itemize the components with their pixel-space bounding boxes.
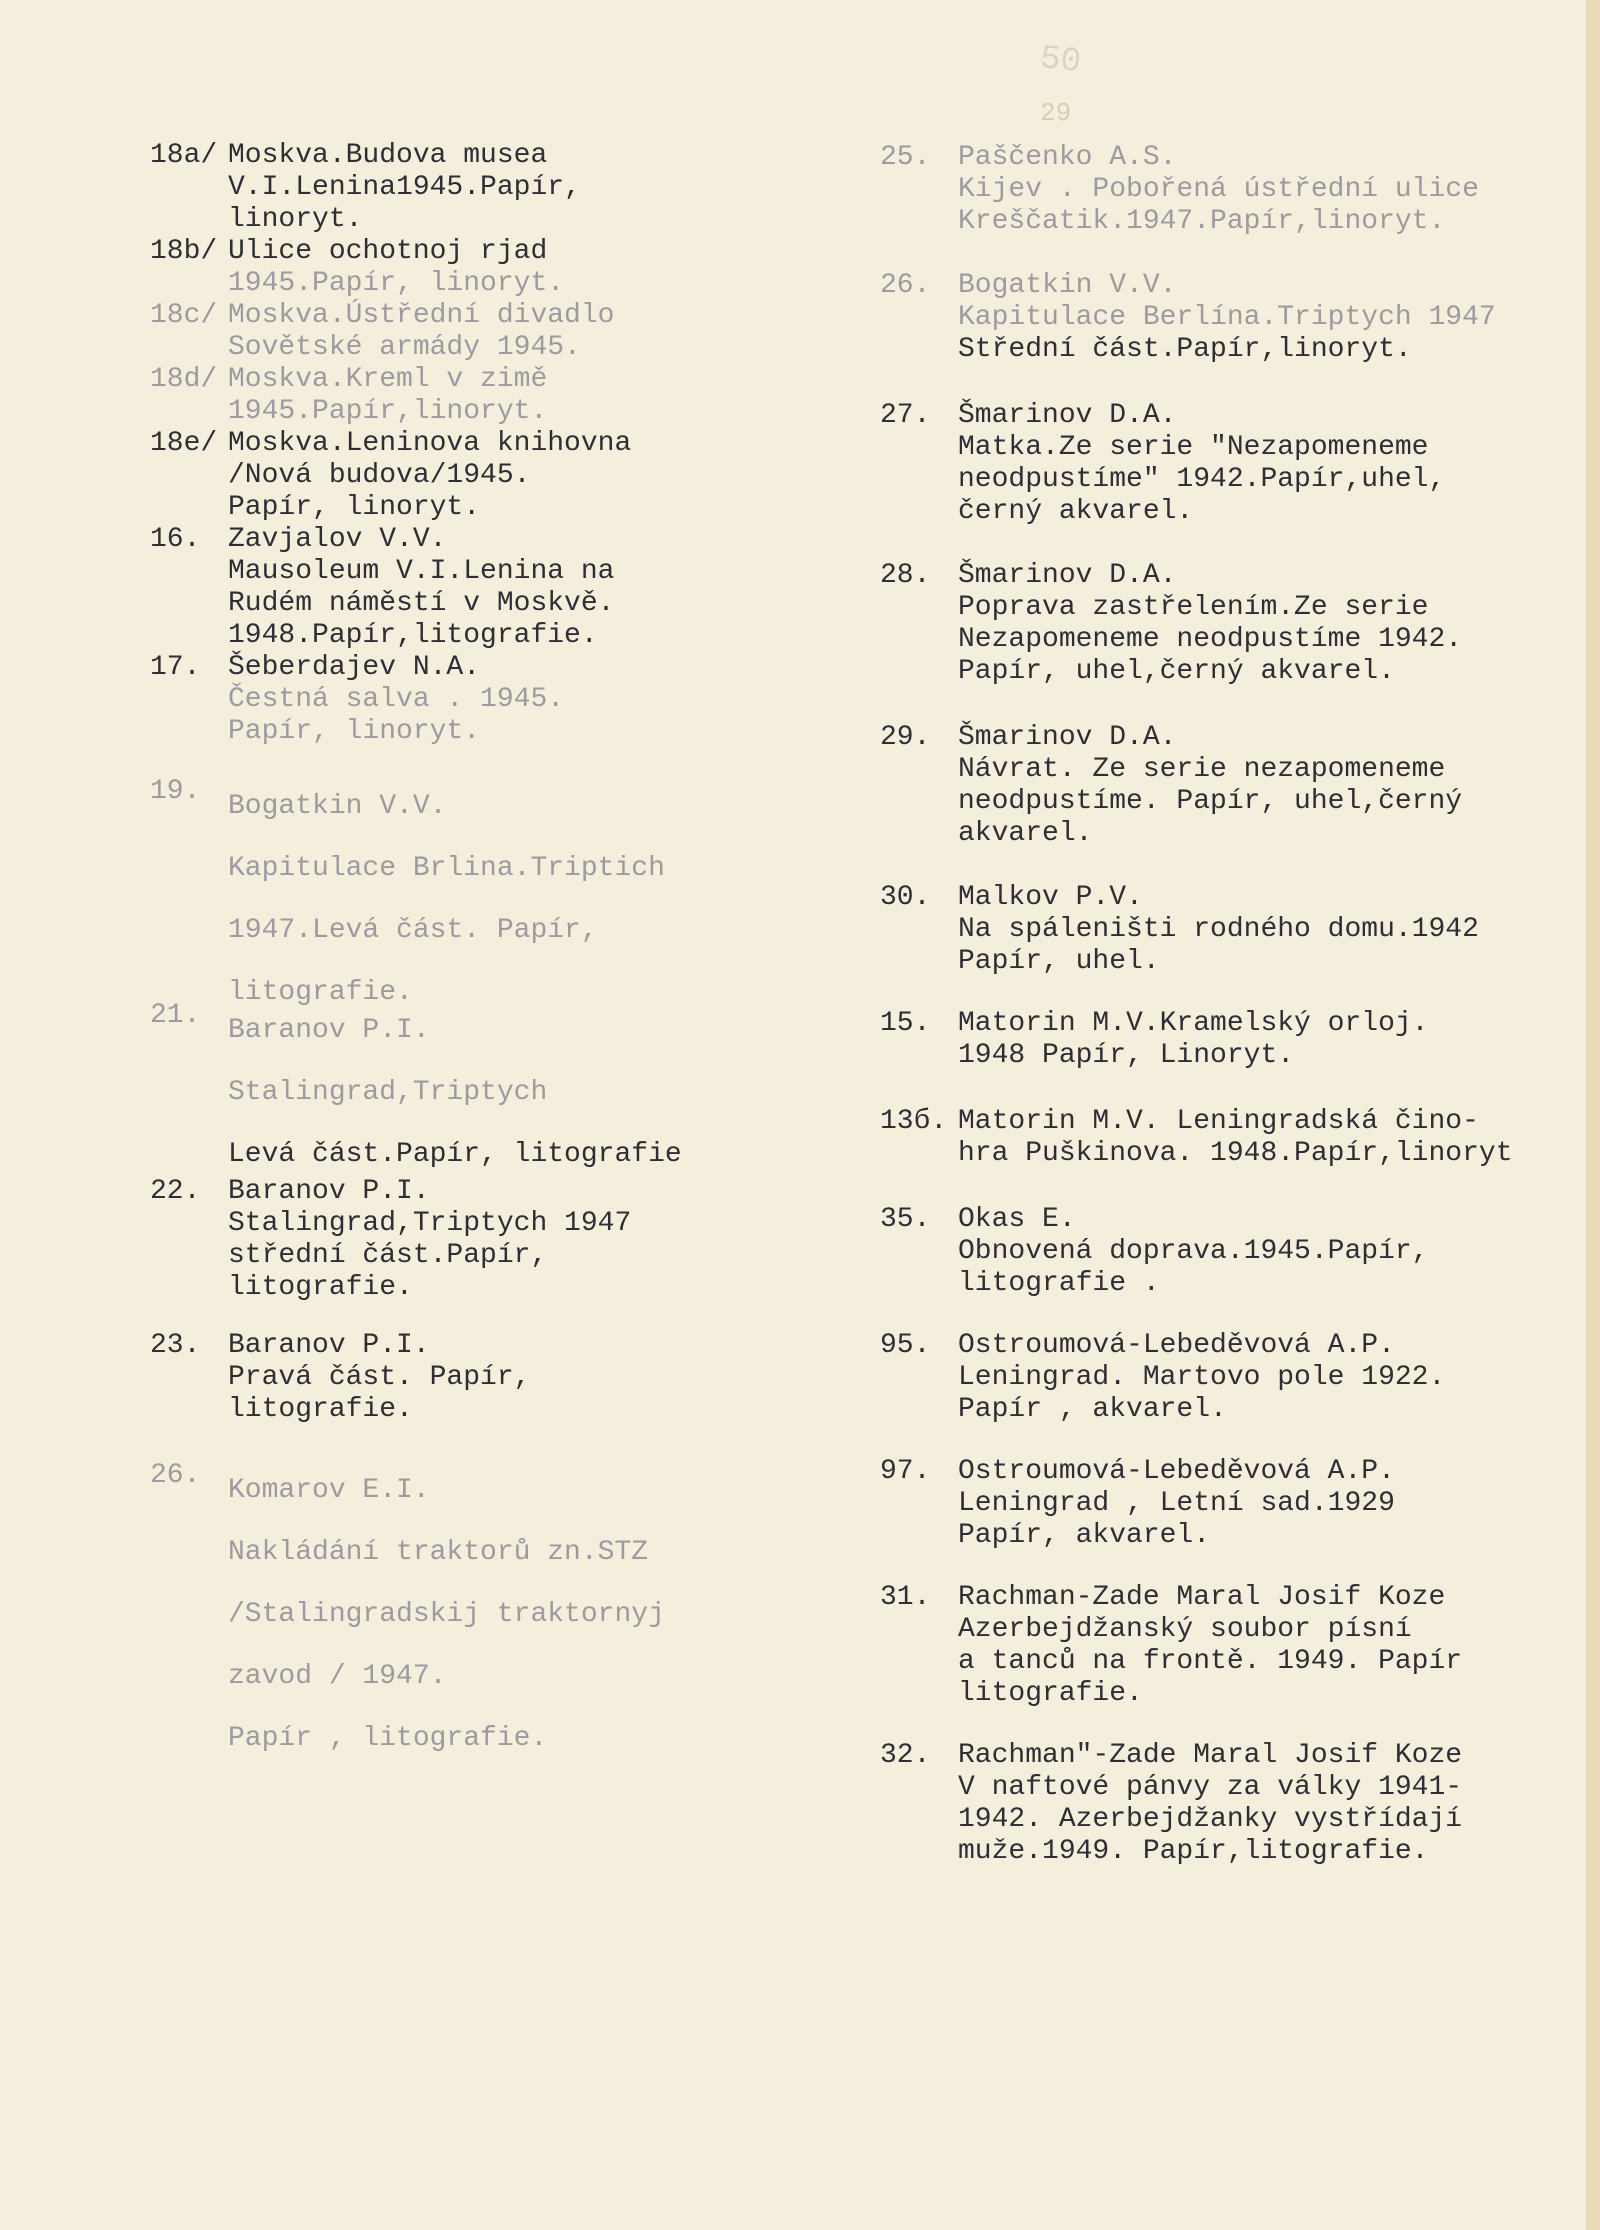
entry-line: Nezapomeneme neodpustíme 1942. bbox=[958, 624, 1463, 655]
entry-line: litografie. bbox=[228, 977, 413, 1008]
entry-line: černý akvarel. bbox=[958, 496, 1194, 527]
entry-text bbox=[228, 300, 614, 364]
entry-line: akvarel. bbox=[958, 818, 1093, 849]
entry-number: 26. bbox=[880, 270, 931, 301]
entry-line: Papír, linoryt. bbox=[228, 492, 481, 523]
entry-line: 1942. Azerbejdžanky vystřídají bbox=[958, 1804, 1463, 1835]
entry-line: Leningrad , Letní sad.1929 bbox=[958, 1488, 1395, 1519]
entry-line: V naftové pánvy za války 1941- bbox=[958, 1772, 1463, 1803]
entry-line: Kapitulace Berlína.Triptych 1947 bbox=[958, 302, 1496, 333]
entry-line: a tanců na frontě. 1949. Papír bbox=[958, 1646, 1463, 1677]
entry-text bbox=[958, 400, 1445, 528]
entry-text bbox=[228, 236, 564, 300]
entry-line: Sovětské armády 1945. bbox=[228, 332, 581, 363]
entry-text bbox=[228, 1460, 665, 1770]
entry-line: Stalingrad,Triptych bbox=[228, 1077, 548, 1108]
entry-line: Baranov P.I. bbox=[228, 1015, 430, 1046]
entry-text bbox=[958, 722, 1462, 850]
entry-line: Rachman-Zade Maral Josif Koze bbox=[958, 1582, 1446, 1613]
entry-line: muže.1949. Papír,litografie. bbox=[958, 1836, 1429, 1867]
entry-number: 19. bbox=[150, 776, 201, 807]
entry-line: Papír, akvarel. bbox=[958, 1520, 1211, 1551]
entry-line: Ostroumová-Lebeděvová A.P. bbox=[958, 1456, 1395, 1487]
entry-text bbox=[958, 1330, 1445, 1426]
corner-mark: 29 bbox=[1040, 98, 1072, 128]
entry-text bbox=[228, 364, 547, 428]
entry-line: Stalingrad,Triptych 1947 bbox=[228, 1208, 632, 1239]
entry-line: Paščenko A.S. bbox=[958, 142, 1177, 173]
entry-line: Rudém náměstí v Moskvě. bbox=[228, 588, 615, 619]
entry-line: Obnovená doprava.1945.Papír, bbox=[958, 1236, 1429, 1267]
entry-line: Kreščatik.1947.Papír,linoryt. bbox=[958, 206, 1446, 237]
entry-line: /Stalingradskij traktornyj bbox=[228, 1599, 665, 1630]
entry-line: Moskva.Kreml v zimě bbox=[228, 364, 548, 395]
entry-number: 22. bbox=[150, 1176, 201, 1207]
page-number: 50 bbox=[1038, 39, 1083, 83]
page-edge bbox=[1586, 0, 1600, 2230]
entry-line: Matorin M.V. Leningradská čino- bbox=[958, 1106, 1479, 1137]
entry-line: Moskva.Ústřední divadlo bbox=[228, 300, 615, 331]
entry-number: 17. bbox=[150, 652, 201, 683]
entry-line: Levá část.Papír, litografie bbox=[228, 1139, 682, 1170]
entry-text bbox=[228, 524, 614, 652]
entry-line: 1948.Papír,litografie. bbox=[228, 620, 598, 651]
entry-line: Baranov P.I. bbox=[228, 1176, 430, 1207]
entry-number: 97. bbox=[880, 1456, 931, 1487]
entry-line: Matka.Ze serie "Nezapomeneme bbox=[958, 432, 1429, 463]
entry-number: 29. bbox=[880, 722, 931, 753]
entry-line: Pravá část. Papír, bbox=[228, 1362, 531, 1393]
entry-text bbox=[958, 142, 1479, 238]
entry-line: litografie. bbox=[228, 1394, 413, 1425]
entry-number: 18b/ bbox=[150, 236, 218, 267]
entry-number: 95. bbox=[880, 1330, 931, 1361]
entry-number: 30. bbox=[880, 882, 931, 913]
entry-text bbox=[958, 882, 1479, 978]
entry-line: Komarov E.I. bbox=[228, 1475, 430, 1506]
entry-line: Baranov P.I. bbox=[228, 1330, 430, 1361]
entry-line: Rachman"-Zade Maral Josif Koze bbox=[958, 1740, 1463, 1771]
entry-line: linoryt. bbox=[228, 204, 363, 235]
entry-text bbox=[958, 560, 1462, 688]
entry-line: střední část.Papír, bbox=[228, 1240, 548, 1271]
entry-text bbox=[958, 1106, 1513, 1170]
entry-number: 18c/ bbox=[150, 300, 218, 331]
entry-line: Ulice ochotnoj rjad bbox=[228, 236, 548, 267]
entry-text bbox=[958, 270, 1496, 366]
entry-line: /Nová budova/1945. bbox=[228, 460, 531, 491]
entry-line: Návrat. Ze serie nezapomeneme bbox=[958, 754, 1446, 785]
entry-line: Papír, linoryt. bbox=[228, 716, 481, 747]
entry-line: Azerbejdžanský soubor písní bbox=[958, 1614, 1412, 1645]
entry-line: Papír , litografie. bbox=[228, 1723, 548, 1754]
entry-line: 1948 Papír, Linoryt. bbox=[958, 1040, 1295, 1071]
entry-line: Matorin M.V.Kramelský orloj. bbox=[958, 1008, 1429, 1039]
entry-line: hra Puškinova. 1948.Papír,linoryt bbox=[958, 1138, 1513, 1169]
entry-text bbox=[228, 1176, 631, 1304]
entry-number: 32. bbox=[880, 1740, 931, 1771]
entry-number: 16. bbox=[150, 524, 201, 555]
entry-text bbox=[958, 1582, 1462, 1710]
entry-number: 27. bbox=[880, 400, 931, 431]
entry-line: Bogatkin V.V. bbox=[958, 270, 1177, 301]
entry-line: zavod / 1947. bbox=[228, 1661, 447, 1692]
entry-line: Bogatkin V.V. bbox=[228, 791, 447, 822]
entry-number: 18d/ bbox=[150, 364, 218, 395]
entry-line: Malkov P.V. bbox=[958, 882, 1143, 913]
entry-number: 15. bbox=[880, 1008, 931, 1039]
entry-line: Šeberdajev N.A. bbox=[228, 652, 481, 683]
entry-line: Okas E. bbox=[958, 1204, 1076, 1235]
entry-text bbox=[228, 1330, 530, 1426]
entry-line: Nakládání traktorů zn.STZ bbox=[228, 1537, 649, 1568]
entry-line: Moskva.Budova musea bbox=[228, 140, 548, 171]
entry-line: Papír, uhel,černý akvarel. bbox=[958, 656, 1395, 687]
entry-number: 28. bbox=[880, 560, 931, 591]
entry-line: Šmarinov D.A. bbox=[958, 560, 1177, 591]
entry-text bbox=[228, 428, 631, 524]
entry-line: litografie . bbox=[958, 1268, 1160, 1299]
entry-line: Mausoleum V.I.Lenina na bbox=[228, 556, 615, 587]
entry-number: 31. bbox=[880, 1582, 931, 1613]
entry-line: Šmarinov D.A. bbox=[958, 722, 1177, 753]
entry-text bbox=[228, 776, 665, 1024]
entry-text bbox=[958, 1008, 1428, 1072]
entry-line: Moskva.Leninova knihovna bbox=[228, 428, 632, 459]
entry-text bbox=[958, 1204, 1428, 1300]
entry-line: Leningrad. Martovo pole 1922. bbox=[958, 1362, 1446, 1393]
entry-text bbox=[958, 1740, 1462, 1868]
entry-line: Střední část.Papír,linoryt. bbox=[958, 334, 1412, 365]
entry-text bbox=[228, 140, 581, 236]
entry-number: 35. bbox=[880, 1204, 931, 1235]
entry-line: Kijev . Pobořená ústřední ulice bbox=[958, 174, 1479, 205]
entry-line: V.I.Lenina1945.Papír, bbox=[228, 172, 581, 203]
entry-number: 26. bbox=[150, 1460, 201, 1491]
entry-number: 23. bbox=[150, 1330, 201, 1361]
entry-line: 1945.Papír, linoryt. bbox=[228, 268, 565, 299]
entry-number: 18e/ bbox=[150, 428, 218, 459]
entry-line: neodpustíme. Papír, uhel,černý bbox=[958, 786, 1463, 817]
entry-line: Papír , akvarel. bbox=[958, 1394, 1227, 1425]
entry-line: 1945.Papír,linoryt. bbox=[228, 396, 548, 427]
entry-line: Poprava zastřelením.Ze serie bbox=[958, 592, 1429, 623]
entry-number: 13б. bbox=[880, 1106, 948, 1137]
entry-line: Šmarinov D.A. bbox=[958, 400, 1177, 431]
entry-number: 21. bbox=[150, 1000, 201, 1031]
entry-line: litografie. bbox=[958, 1678, 1143, 1709]
entry-line: Zavjalov V.V. bbox=[228, 524, 447, 555]
entry-text bbox=[958, 1456, 1395, 1552]
entry-text bbox=[228, 1000, 682, 1186]
entry-line: litografie. bbox=[228, 1272, 413, 1303]
entry-text bbox=[228, 652, 564, 748]
entry-line: Ostroumová-Lebeděvová A.P. bbox=[958, 1330, 1395, 1361]
entry-number: 18a/ bbox=[150, 140, 218, 171]
entry-line: neodpustíme" 1942.Papír,uhel, bbox=[958, 464, 1446, 495]
entry-line: Papír, uhel. bbox=[958, 946, 1160, 977]
entry-line: 1947.Levá část. Papír, bbox=[228, 915, 598, 946]
entry-line: Na spáleništi rodného domu.1942 bbox=[958, 914, 1479, 945]
entry-number: 25. bbox=[880, 142, 931, 173]
entry-line: Kapitulace Brlina.Triptich bbox=[228, 853, 665, 884]
entry-line: Čestná salva . 1945. bbox=[228, 684, 565, 715]
